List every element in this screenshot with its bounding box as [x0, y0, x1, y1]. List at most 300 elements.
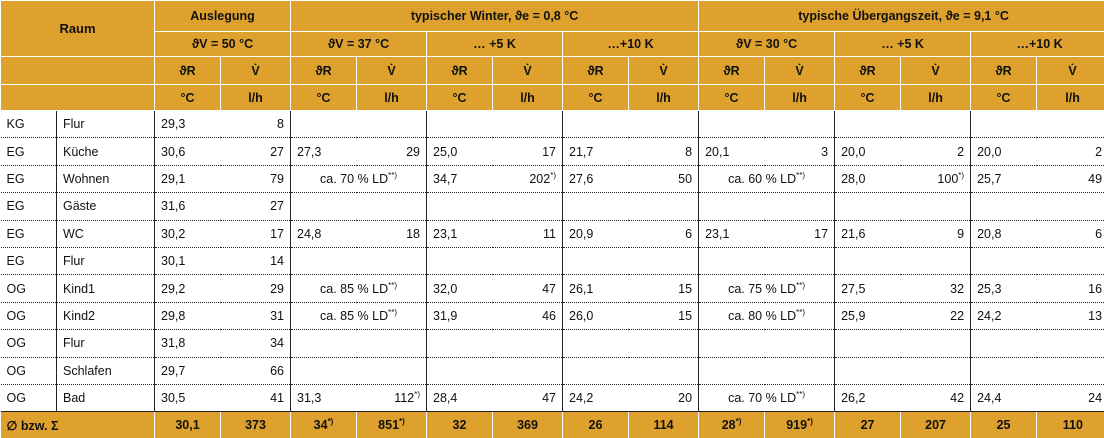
cell-w1-t [291, 357, 357, 384]
cell-a-v [221, 165, 291, 192]
cell-value: 27 [270, 145, 284, 159]
cell-u1-v [765, 357, 835, 384]
table-row [1, 220, 1104, 247]
cell-w2-t [427, 220, 493, 247]
cell-w3-v [629, 247, 699, 274]
cell-u2-t [835, 165, 901, 192]
cell-ld-note [699, 275, 835, 302]
cell-u3-t [971, 275, 1037, 302]
cell-value: 47 [542, 391, 556, 405]
cell-value: 31,9 [433, 309, 457, 323]
cell-value: 41 [270, 391, 284, 405]
cell-u2-t [835, 111, 901, 138]
cell-level: EG [1, 138, 57, 165]
cell-u3-v [1037, 220, 1104, 247]
total-value: 28 [722, 418, 736, 432]
cell-value: 29,8 [161, 309, 185, 323]
cell-value: 29,3 [161, 117, 185, 131]
cell-u2-v [901, 165, 971, 192]
ld-note-text: ca. 75 % LD [728, 282, 796, 296]
header-auslegung: Auslegung [155, 1, 291, 32]
cell-w1-t [291, 193, 357, 220]
symbol-temp-w2: ϑR [427, 57, 493, 85]
cell-w2-v [493, 193, 563, 220]
cell-a-t [155, 165, 221, 192]
total-value: 851 [378, 418, 399, 432]
cell-value: 25,3 [977, 282, 1001, 296]
ld-note-text: ca. 85 % LD [320, 309, 388, 323]
cell-value: 23,1 [433, 227, 457, 241]
cell-w3-t [563, 247, 629, 274]
cell-a-v [221, 275, 291, 302]
cell-value: 27,3 [297, 145, 321, 159]
ld-note-text: ca. 70 % LD [320, 172, 388, 186]
ld-note-text: ca. 85 % LD [320, 282, 388, 296]
cell-ld-note [291, 275, 427, 302]
cell-value: 18 [406, 227, 420, 241]
symbol-flow-u3: V̇ [1037, 57, 1104, 85]
cell-value: 24,2 [569, 391, 593, 405]
cell-a-v [221, 302, 291, 329]
symbol-flow-w2: V̇ [493, 57, 563, 85]
table-row [1, 111, 1104, 138]
header-raum: Raum [1, 1, 155, 57]
cell-w1-v [357, 193, 427, 220]
symbol-flow-a: V̇ [221, 57, 291, 85]
cell-u3-t [971, 357, 1037, 384]
cell-value: 29,2 [161, 282, 185, 296]
header-winter-g1: ϑV = 37 °C [291, 32, 427, 57]
total-value: 110 [1063, 418, 1083, 432]
cell-value: 50 [678, 172, 692, 186]
unit-flow-a: l/h [221, 85, 291, 111]
cell-u3-t [971, 302, 1037, 329]
cell-room: Flur [57, 111, 155, 138]
cell-value: 20,8 [977, 227, 1001, 241]
unit-flow-u3: l/h [1037, 85, 1104, 111]
cell-value: 31,8 [161, 336, 185, 350]
total-label: ∅ bzw. Σ [1, 412, 155, 438]
total-value: 114 [653, 418, 673, 432]
cell-value: 31,3 [297, 391, 321, 405]
cell-ld-note [699, 302, 835, 329]
cell-value: 20,0 [841, 145, 865, 159]
cell-w3-v [629, 330, 699, 357]
cell-u2-v [901, 247, 971, 274]
cell-w3-v [629, 111, 699, 138]
cell-value: 6 [1095, 227, 1102, 241]
cell-u3-t [971, 384, 1037, 411]
cell-a-t [155, 138, 221, 165]
cell-w1-t [291, 247, 357, 274]
total-value: 369 [517, 418, 538, 432]
cell-level: OG [1, 275, 57, 302]
cell-w2-t [427, 302, 493, 329]
cell-room: Gäste [57, 193, 155, 220]
total-value: 30,1 [175, 418, 199, 432]
table-row [1, 193, 1104, 220]
cell-u3-v [1037, 384, 1104, 411]
cell-value: 24,8 [297, 227, 321, 241]
header-ueb-g1: ϑV = 30 °C [699, 32, 835, 57]
unit-blank [1, 85, 155, 111]
cell-w3-v [629, 165, 699, 192]
unit-temp-u3: °C [971, 85, 1037, 111]
cell-u2-v [901, 220, 971, 247]
cell-u2-v [901, 111, 971, 138]
cell-value: 28,4 [433, 391, 457, 405]
cell-value: 17 [814, 227, 828, 241]
cell-level: EG [1, 220, 57, 247]
cell-w1-v [357, 220, 427, 247]
cell-level: OG [1, 330, 57, 357]
cell-value: 22 [950, 309, 964, 323]
symbol-temp-u1: ϑR [699, 57, 765, 85]
cell-value: 27,5 [841, 282, 865, 296]
footnote-mark: *) [550, 171, 556, 180]
cell-u2-t [835, 193, 901, 220]
cell-w2-t [427, 165, 493, 192]
footnote-mark: **) [796, 390, 805, 399]
cell-u2-t [835, 330, 901, 357]
cell-u1-v [765, 220, 835, 247]
header-ueb-g2: … +5 K [835, 32, 971, 57]
cell-u1-v [765, 138, 835, 165]
cell-w2-t [427, 275, 493, 302]
cell-w3-t [563, 193, 629, 220]
cell-u2-v [901, 138, 971, 165]
cell-u1-t [699, 138, 765, 165]
cell-w1-t [291, 111, 357, 138]
cell-u3-v [1037, 165, 1104, 192]
symbol-row [1, 57, 1104, 85]
cell-value: 32 [950, 282, 964, 296]
cell-w1-v [357, 384, 427, 411]
cell-a-t [155, 193, 221, 220]
cell-u3-v [1037, 302, 1104, 329]
cell-value: 29,7 [161, 364, 185, 378]
total-value: 32 [453, 418, 467, 432]
unit-flow-w2: l/h [493, 85, 563, 111]
footnote-mark: *) [958, 171, 964, 180]
cell-a-t [155, 384, 221, 411]
cell-a-t [155, 220, 221, 247]
cell-u1-t [699, 357, 765, 384]
unit-flow-w1: l/h [357, 85, 427, 111]
cell-w1-t [291, 220, 357, 247]
cell-value: 26,0 [569, 309, 593, 323]
cell-value: 34 [270, 336, 284, 350]
cell-u1-t [699, 247, 765, 274]
cell-value: 29 [406, 145, 420, 159]
footnote-mark: **) [388, 171, 397, 180]
cell-w3-v [629, 193, 699, 220]
cell-u3-v [1037, 357, 1104, 384]
cell-w2-v [493, 111, 563, 138]
cell-u3-v [1037, 330, 1104, 357]
cell-w2-v [493, 330, 563, 357]
unit-temp-w3: °C [563, 85, 629, 111]
unit-flow-u2: l/h [901, 85, 971, 111]
header-winter-g3: …+10 K [563, 32, 699, 57]
cell-u3-t [971, 330, 1037, 357]
cell-value: 11 [543, 227, 556, 241]
footnote-mark: **) [796, 308, 805, 317]
table-row [1, 165, 1104, 192]
cell-value: 2 [1095, 145, 1102, 159]
footnote-mark: **) [388, 308, 397, 317]
header-auslegung-sub: ϑV = 50 °C [155, 32, 291, 57]
cell-w3-v [629, 275, 699, 302]
total-value: 25 [997, 418, 1011, 432]
cell-a-t [155, 302, 221, 329]
unit-temp-u2: °C [835, 85, 901, 111]
cell-value: 15 [678, 282, 692, 296]
cell-w3-v [629, 357, 699, 384]
cell-w3-t [563, 165, 629, 192]
cell-u2-v [901, 193, 971, 220]
cell-w2-t [427, 357, 493, 384]
cell-level: OG [1, 384, 57, 411]
cell-room: Kind1 [57, 275, 155, 302]
cell-u2-v [901, 275, 971, 302]
cell-level: KG [1, 111, 57, 138]
cell-value: 29,1 [161, 172, 185, 186]
symbol-flow-u2: V̇ [901, 57, 971, 85]
cell-value: 47 [542, 282, 556, 296]
cell-u2-t [835, 357, 901, 384]
cell-room: Flur [57, 330, 155, 357]
cell-u1-t [699, 193, 765, 220]
cell-value: 17 [542, 145, 556, 159]
cell-w2-t [427, 138, 493, 165]
header-ueb-g3: …+10 K [971, 32, 1104, 57]
cell-value: 66 [270, 364, 284, 378]
cell-level: EG [1, 165, 57, 192]
cell-a-v [221, 247, 291, 274]
cell-u1-v [765, 330, 835, 357]
ld-note-text: ca. 70 % LD [728, 391, 796, 405]
cell-w2-t [427, 247, 493, 274]
cell-a-v [221, 111, 291, 138]
cell-u3-t [971, 247, 1037, 274]
cell-value: 49 [1088, 172, 1102, 186]
cell-room: Kind2 [57, 302, 155, 329]
cell-w2-t [427, 193, 493, 220]
cell-value: 79 [270, 172, 284, 186]
cell-value: 100 [937, 172, 958, 186]
table-row [1, 330, 1104, 357]
cell-w1-v [357, 330, 427, 357]
cell-u2-t [835, 302, 901, 329]
cell-u3-v [1037, 138, 1104, 165]
cell-u1-v [765, 193, 835, 220]
cell-w2-v [493, 247, 563, 274]
cell-w3-v [629, 384, 699, 411]
cell-value: 8 [277, 117, 284, 131]
footnote-mark: **) [796, 171, 805, 180]
unit-row [1, 85, 1104, 111]
cell-value: 3 [821, 145, 828, 159]
cell-w3-t [563, 220, 629, 247]
footnote-mark: **) [388, 280, 397, 289]
cell-value: 24 [1088, 391, 1102, 405]
cell-room: Küche [57, 138, 155, 165]
cell-w3-t [563, 330, 629, 357]
unit-temp-a: °C [155, 85, 221, 111]
cell-u3-v [1037, 247, 1104, 274]
cell-u3-t [971, 165, 1037, 192]
unit-temp-u1: °C [699, 85, 765, 111]
cell-value: 28,0 [841, 172, 865, 186]
header-winter: typischer Winter, ϑe = 0,8 °C [291, 1, 699, 32]
cell-w3-t [563, 275, 629, 302]
symbol-blank [1, 57, 155, 85]
footnote-mark: **) [796, 280, 805, 289]
cell-a-t [155, 275, 221, 302]
symbol-flow-u1: V̇ [765, 57, 835, 85]
total-value: 26 [589, 418, 603, 432]
cell-value: 30,1 [161, 254, 185, 268]
cell-a-t [155, 357, 221, 384]
cell-w1-t [291, 330, 357, 357]
unit-flow-w3: l/h [629, 85, 699, 111]
cell-w1-v [357, 357, 427, 384]
table-row [1, 138, 1104, 165]
cell-value: 15 [678, 309, 692, 323]
cell-value: 13 [1088, 309, 1102, 323]
footnote-mark: *) [807, 417, 813, 426]
cell-u2-v [901, 384, 971, 411]
cell-u3-t [971, 220, 1037, 247]
cell-value: 20,1 [705, 145, 729, 159]
cell-level: EG [1, 247, 57, 274]
cell-u2-v [901, 330, 971, 357]
cell-u2-t [835, 275, 901, 302]
table-header [1, 1, 1104, 111]
cell-w3-t [563, 111, 629, 138]
cell-room: Flur [57, 247, 155, 274]
cell-a-v [221, 193, 291, 220]
cell-value: 112 [394, 391, 414, 405]
cell-ld-note [291, 165, 427, 192]
cell-w1-t [291, 384, 357, 411]
unit-temp-w1: °C [291, 85, 357, 111]
cell-level: OG [1, 357, 57, 384]
cell-w3-t [563, 384, 629, 411]
cell-level: OG [1, 302, 57, 329]
cell-room: Schlafen [57, 357, 155, 384]
cell-value: 27,6 [569, 172, 593, 186]
cell-value: 202 [529, 172, 550, 186]
cell-w2-v [493, 138, 563, 165]
cell-w3-t [563, 357, 629, 384]
cell-w2-v [493, 165, 563, 192]
cell-value: 21,6 [841, 227, 865, 241]
cell-value: 9 [957, 227, 964, 241]
cell-value: 16 [1088, 282, 1102, 296]
cell-w2-v [493, 302, 563, 329]
cell-a-t [155, 330, 221, 357]
cell-value: 25,7 [977, 172, 1001, 186]
table-row [1, 275, 1104, 302]
cell-value: 20 [678, 391, 692, 405]
table-row [1, 384, 1104, 411]
cell-w2-v [493, 220, 563, 247]
table-row [1, 357, 1104, 384]
cell-u2-t [835, 384, 901, 411]
cell-value: 34,7 [433, 172, 457, 186]
cell-u3-v [1037, 193, 1104, 220]
cell-value: 30,5 [161, 391, 185, 405]
header-uebergang: typische Übergangszeit, ϑe = 9,1 °C [699, 1, 1104, 32]
cell-w1-t [291, 138, 357, 165]
symbol-temp-u3: ϑR [971, 57, 1037, 85]
cell-value: 42 [950, 391, 964, 405]
footnote-mark: *) [328, 417, 334, 426]
cell-value: 32,0 [433, 282, 457, 296]
total-value: 373 [245, 418, 266, 432]
cell-u2-v [901, 302, 971, 329]
table-row [1, 302, 1104, 329]
footnote-mark: *) [399, 417, 405, 426]
cell-w2-t [427, 384, 493, 411]
cell-w2-v [493, 384, 563, 411]
total-value: 207 [925, 418, 946, 432]
cell-value: 31 [270, 309, 284, 323]
cell-value: 17 [270, 227, 284, 241]
ld-note-text: ca. 60 % LD [728, 172, 796, 186]
cell-a-v [221, 330, 291, 357]
symbol-temp-u2: ϑR [835, 57, 901, 85]
cell-level: EG [1, 193, 57, 220]
cell-value: 8 [685, 145, 692, 159]
cell-u1-v [765, 111, 835, 138]
cell-w1-v [357, 138, 427, 165]
cell-ld-note [291, 302, 427, 329]
cell-a-v [221, 384, 291, 411]
cell-ld-note [699, 165, 835, 192]
symbol-temp-w1: ϑR [291, 57, 357, 85]
header-winter-g2: … +5 K [427, 32, 563, 57]
cell-a-v [221, 357, 291, 384]
cell-value: 26,2 [841, 391, 865, 405]
cell-w1-v [357, 111, 427, 138]
cell-u1-t [699, 330, 765, 357]
cell-u3-t [971, 138, 1037, 165]
cell-value: 14 [270, 254, 284, 268]
cell-w3-v [629, 138, 699, 165]
cell-u1-t [699, 111, 765, 138]
cell-w3-t [563, 138, 629, 165]
cell-w2-v [493, 275, 563, 302]
cell-w3-v [629, 302, 699, 329]
table-body [1, 111, 1104, 412]
cell-u3-t [971, 111, 1037, 138]
cell-value: 2 [957, 145, 964, 159]
cell-value: 21,7 [569, 145, 593, 159]
unit-flow-u1: l/h [765, 85, 835, 111]
cell-u1-v [765, 247, 835, 274]
cell-value: 29 [270, 282, 284, 296]
cell-room: Bad [57, 384, 155, 411]
footnote-mark: *) [414, 390, 420, 399]
cell-u2-t [835, 247, 901, 274]
cell-u1-t [699, 220, 765, 247]
cell-w2-t [427, 111, 493, 138]
cell-a-t [155, 111, 221, 138]
cell-value: 31,6 [161, 199, 185, 213]
